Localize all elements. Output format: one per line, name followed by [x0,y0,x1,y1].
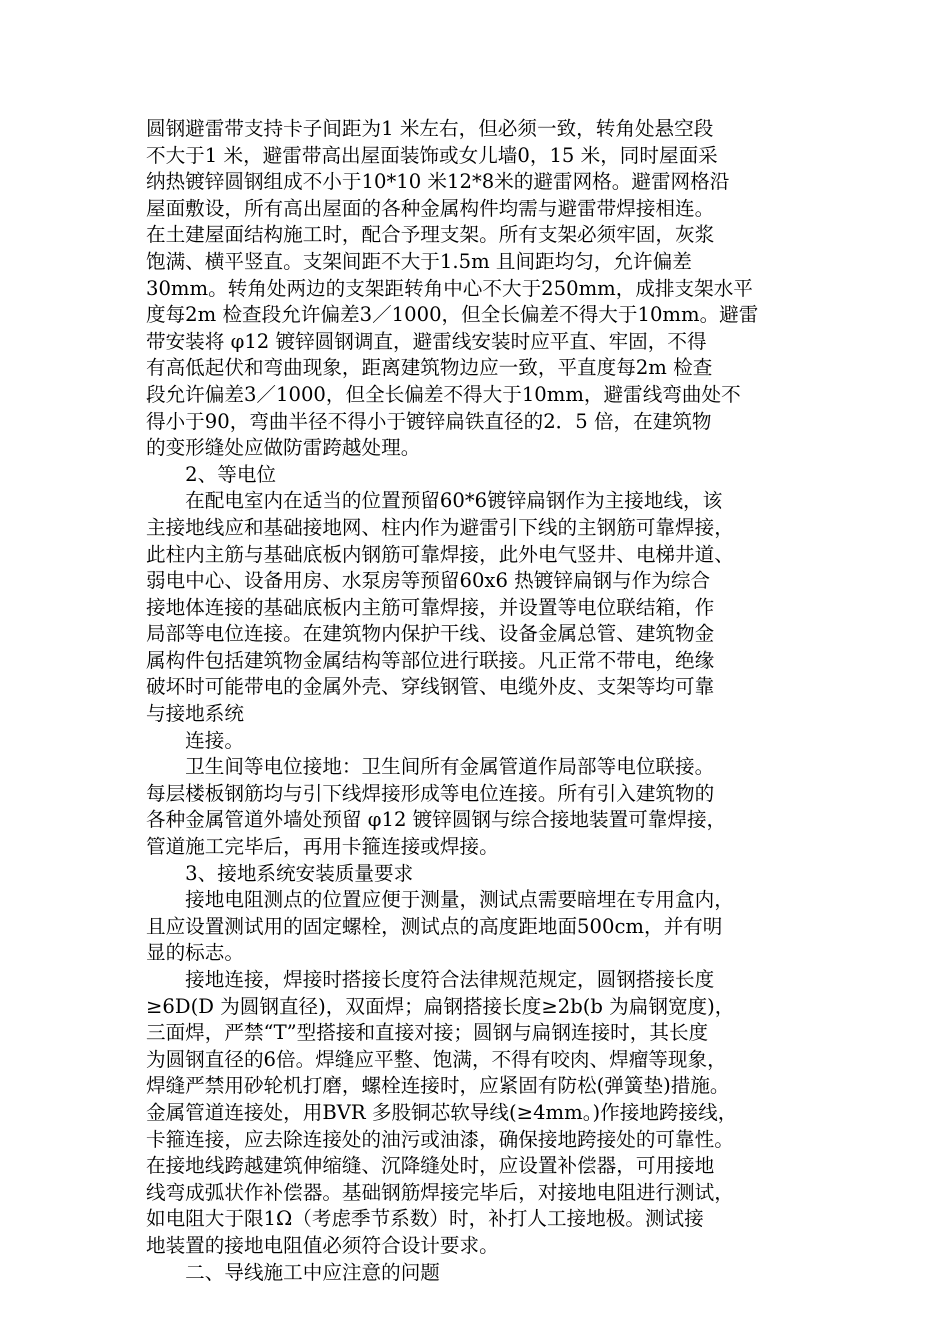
section-heading: 二、导线施工中应注意的问题 [146,1260,440,1284]
text-line: 管道施工完毕后，再用卡箍连接或焊接。 [146,835,499,859]
text-line: 带安装将 φ12 镀锌圆钢调直，避雷线安装时应平直、牢固，不得 [146,329,707,353]
text-line: 卫生间等电位接地：卫生间所有金属管道作局部等电位联接。 [146,755,715,779]
text-line: 主接地线应和基础接地网、柱内作为避雷引下线的主钢筋可靠焊接， [146,515,734,539]
text-line: 与接地系统 [146,702,244,726]
text-line: 屋面敷设，所有高出屋面的各种金属构件均需与避雷带焊接相连。 [146,196,715,220]
text-line: 三面焊，严禁“T”型搭接和直接对接；圆钢与扁钢连接时，其长度 [146,1021,709,1045]
text-line: 在接地线跨越建筑伸缩缝、沉降缝处时，应设置补偿器，可用接地 [146,1154,715,1178]
text-line: 接地体连接的基础底板内主筋可靠焊接，并设置等电位联结箱，作 [146,595,715,619]
text-line: 属构件包括建筑物金属结构等部位进行联接。凡正常不带电，绝缘 [146,648,715,672]
text-line: 卡箍连接，应去除连接处的油污或油漆，确保接地跨接处的可靠性。 [146,1127,734,1151]
text-line: 每层楼板钢筋均与引下线焊接形成等电位连接。所有引入建筑物的 [146,781,715,805]
text-line: 接地连接，焊接时搭接长度符合法律规范规定，圆钢搭接长度 [146,968,715,991]
text-line: 纳热镀锌圆钢组成不小于10*10 米12*8米的避雷网格。避雷网格沿 [146,170,730,194]
text-line: 线弯成弧状作补偿器。基础钢筋焊接完毕后，对接地电阻进行测试， [146,1180,734,1204]
text-line: 如电阻大于限1Ω（考虑季节系数）时，补打人工接地极。测试接 [146,1207,704,1231]
text-line: 30mm。转角处两边的支架距转角中心不大于250mm，成排支架水平 [146,276,753,300]
text-line: 不大于1 米，避雷带高出屋面装饰或女儿墙0，15 米，同时屋面采 [146,143,718,167]
text-line: 连接。 [146,728,244,752]
text-line: 圆钢避雷带支持卡子间距为1 米左右，但必须一致，转角处悬空段 [146,117,714,140]
text-line: 得小于90，弯曲半径不得小于镀锌扁铁直径的2．5 倍，在建筑物 [146,409,712,433]
text-line: 金属管道连接处，用BVR 多股铜芯软导线(≥4mm。)作接地跨接线， [146,1100,738,1124]
text-line: 此柱内主筋与基础底板内钢筋可靠焊接，此外电气竖井、电梯井道、 [146,542,734,566]
text-line: 的变形缝处应做防雷跨越处理。 [146,436,421,460]
section-heading: 2、等电位 [146,462,277,486]
text-line: 各种金属管道外墙处预留 φ12 镀锌圆钢与综合接地装置可靠焊接， [146,808,727,832]
text-line: 且应设置测试用的固定螺栓，测试点的高度距地面500cm，并有明 [146,914,723,938]
text-line: 地装置的接地电阻值必须符合设计要求。 [146,1233,499,1257]
text-line: 为圆钢直径的6倍。焊缝应平整、饱满，不得有咬肉、焊瘤等现象， [146,1047,727,1071]
text-line: 破坏时可能带电的金属外壳、穿线钢管、电缆外皮、支架等均可靠 [146,675,715,699]
text-line: ≥6D(D 为圆钢直径)，双面焊；扁钢搭接长度≥2b(b 为扁钢宽度)， [146,994,735,1018]
text-line: 弱电中心、设备用房、水泵房等预留60x6 热镀锌扁钢与作为综合 [146,569,711,593]
text-line: 有高低起伏和弯曲现象，距离建筑物边应一致，平直度每2m 检查 [146,356,713,380]
text-line: 饱满、横平竖直。支架间距不大于1.5m 且间距均匀，允许偏差 [146,249,692,273]
text-line: 局部等电位连接。在建筑物内保护干线、设备金属总管、建筑物金 [146,622,715,646]
text-line: 焊缝严禁用砂轮机打磨，螺栓连接时，应紧固有防松(弹簧垫)措施。 [146,1074,730,1098]
section-heading: 3、接地系统安装质量要求 [146,861,414,885]
text-line: 在配电室内在适当的位置预留60*6镀锌扁钢作为主接地线，该 [146,489,723,513]
text-line: 显的标志。 [146,941,244,965]
text-line: 在土建屋面结构施工时，配合予理支架。所有支架必须牢固，灰浆 [146,223,715,247]
text-line: 段允许偏差3／1000，但全长偏差不得大于10mm，避雷线弯曲处不 [146,382,741,406]
document-body [146,116,818,1286]
text-line: 度每2m 检查段允许偏差3／1000，但全长偏差不得大于10mm。避雷 [146,303,759,327]
text-line: 接地电阻测点的位置应便于测量，测试点需要暗埋在专用盒内， [146,888,734,912]
